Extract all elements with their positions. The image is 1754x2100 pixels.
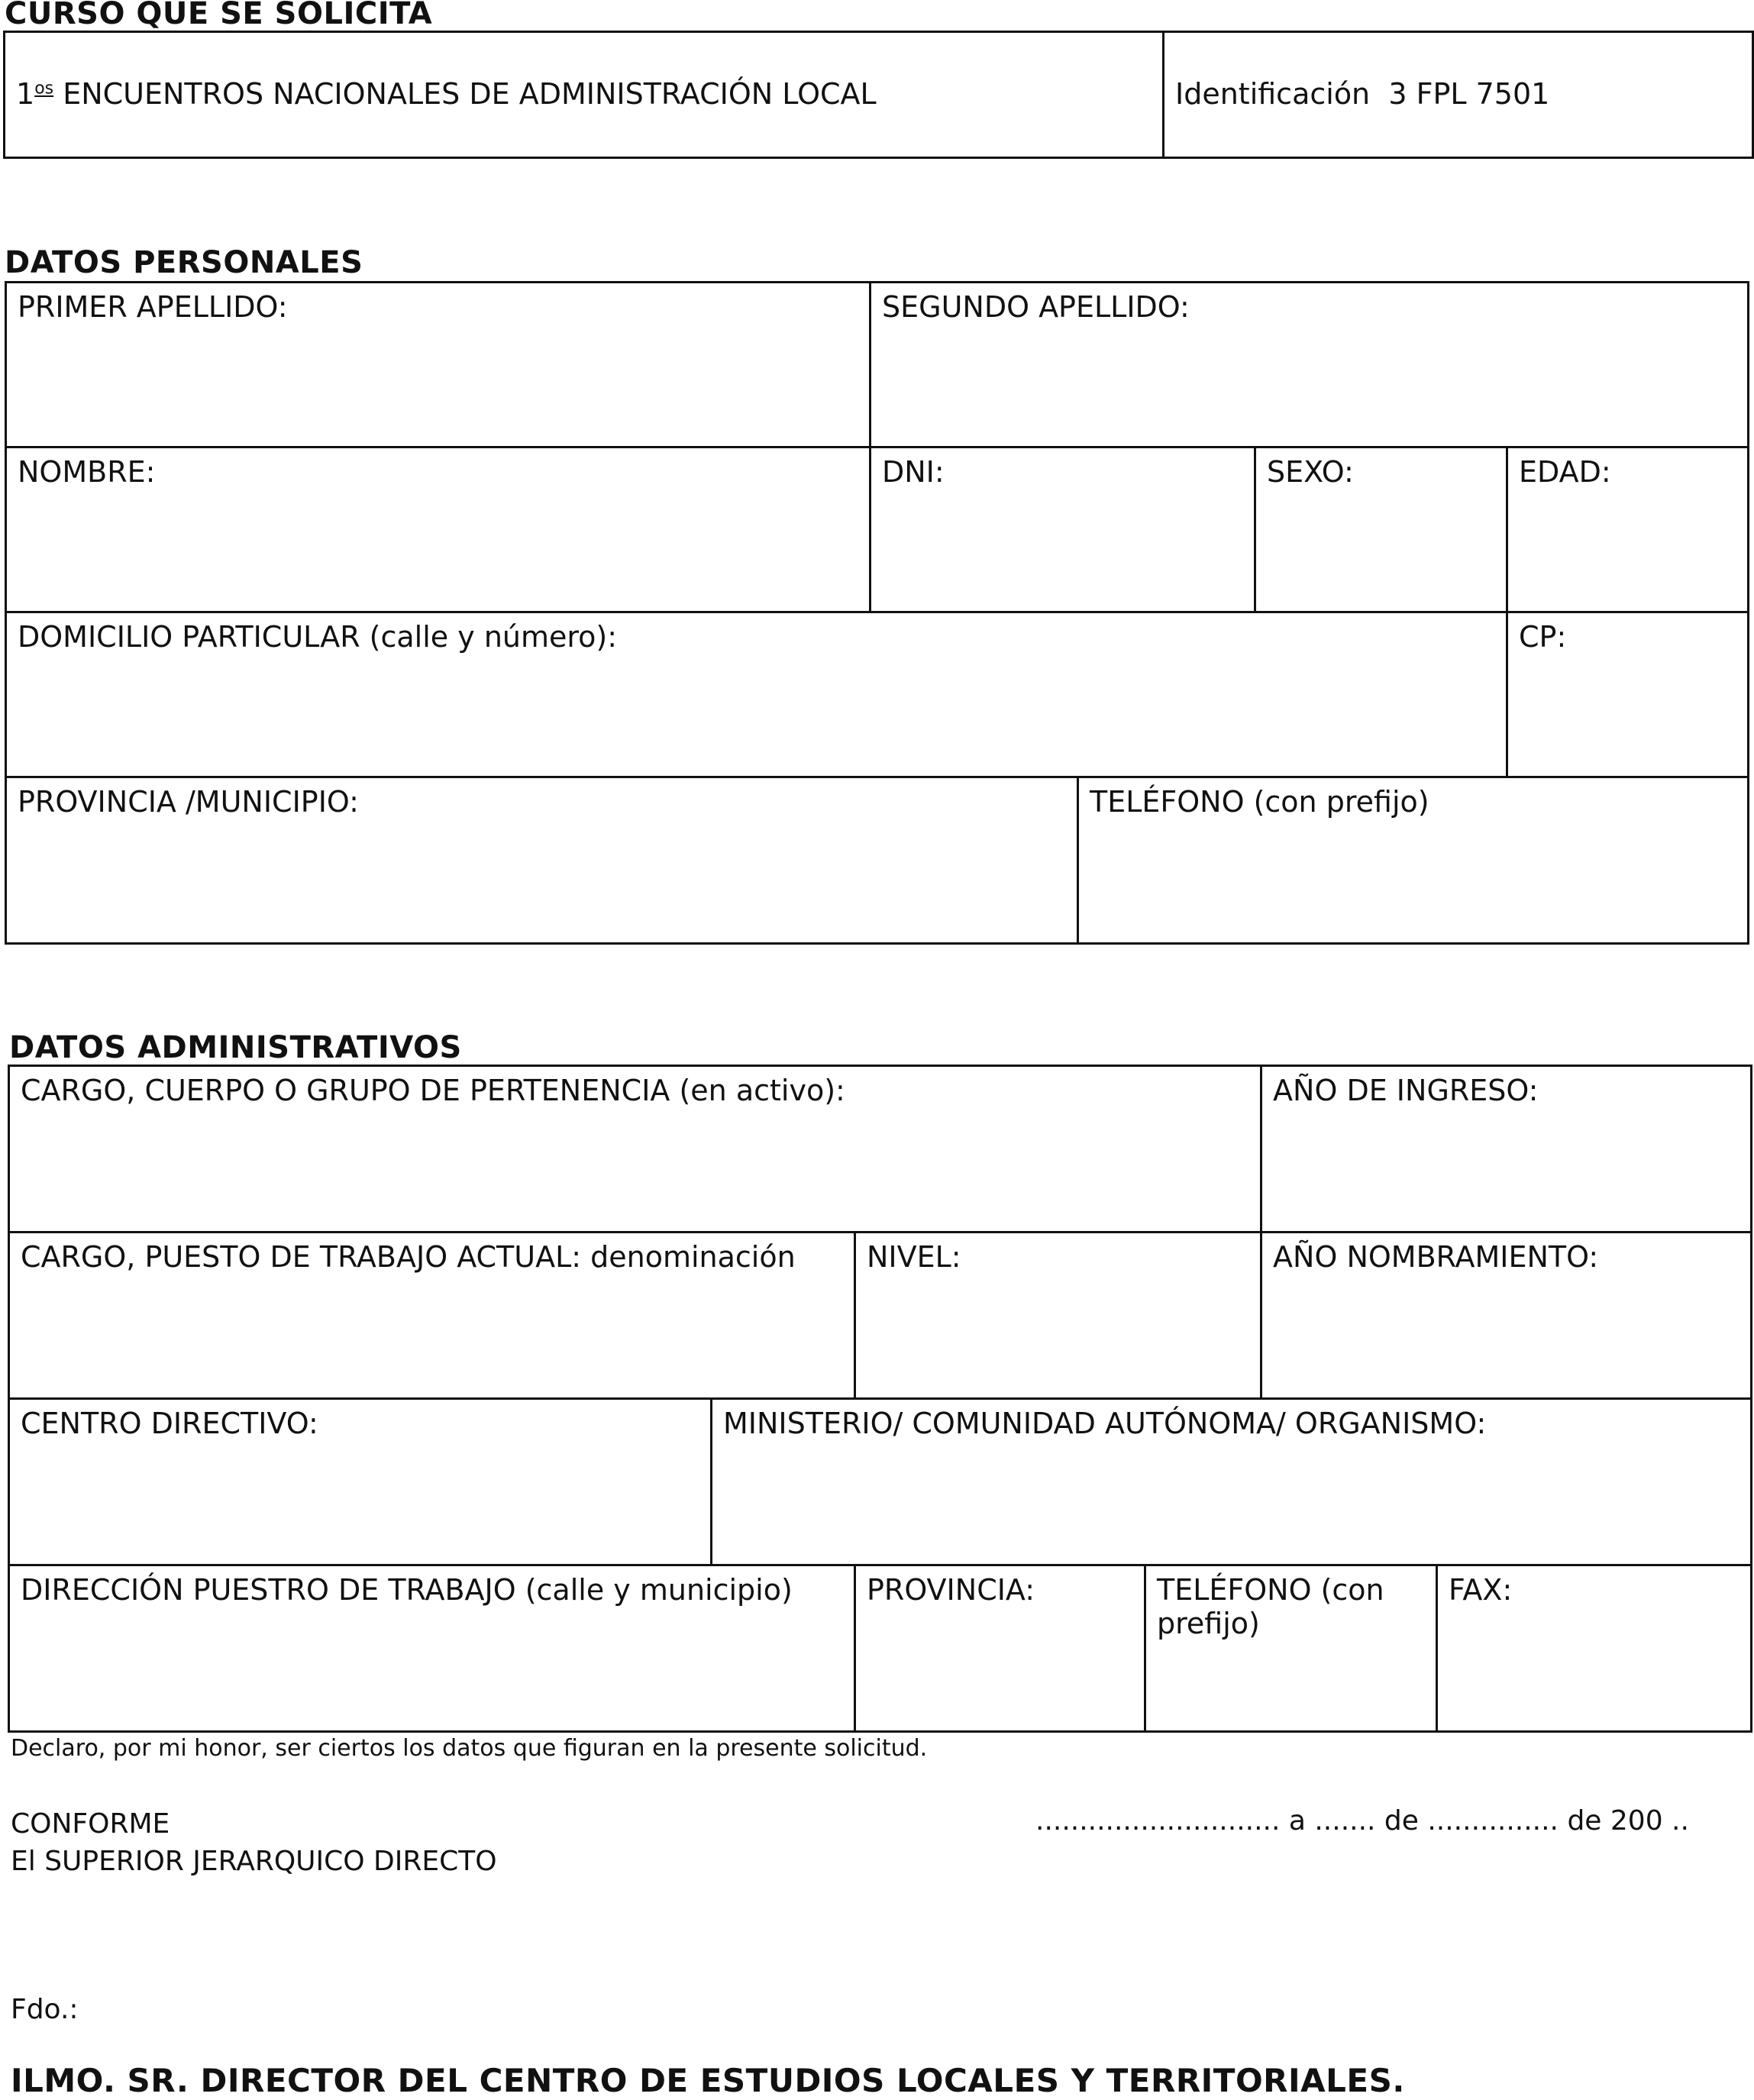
personal-data-table xyxy=(5,281,1749,945)
sexo-label: SEXO: xyxy=(1267,455,1354,489)
domicilio-field[interactable] xyxy=(6,612,1507,777)
course-table xyxy=(3,31,1754,159)
identification-label: Identificación xyxy=(1175,77,1371,111)
cp-field[interactable] xyxy=(1507,612,1749,777)
domicilio-label: DOMICILIO PARTICULAR (calle y número): xyxy=(18,620,618,654)
direccion-puesto-label: DIRECCIÓN PUESTRO DE TRABAJO (calle y municipio) xyxy=(21,1573,793,1607)
nombre-field[interactable] xyxy=(6,447,871,612)
date-line[interactable]: ............................ a ....... de ............... de 200 .. xyxy=(1035,1805,1689,1837)
direccion-puesto-field[interactable] xyxy=(9,1565,855,1732)
anio-nombramiento-label: AÑO NOMBRAMIENTO: xyxy=(1273,1240,1599,1274)
administrative-data-table xyxy=(8,1065,1752,1733)
primer-apellido-field[interactable] xyxy=(6,283,871,447)
signature-label: Fdo.: xyxy=(11,1994,79,2025)
fax-field[interactable] xyxy=(1437,1565,1752,1732)
nivel-label: NIVEL: xyxy=(867,1240,961,1274)
ministerio-label: MINISTERIO/ COMUNIDAD AUTÓNOMA/ ORGANISMO: xyxy=(723,1407,1487,1440)
addressee-title: ILMO. SR. DIRECTOR DEL CENTRO DE ESTUDIOS LOCALES Y TERRITORIALES. xyxy=(11,2062,1405,2099)
segundo-apellido-field[interactable] xyxy=(871,283,1749,447)
nombre-label: NOMBRE: xyxy=(18,455,156,489)
identification-value: 3 FPL 7501 xyxy=(1388,77,1550,111)
declaration-text: Declaro, por mi honor, ser ciertos los datos que figuran en la presente solicitud. xyxy=(11,1735,928,1762)
course-name-cell xyxy=(5,32,1164,158)
course-ordinal-suffix: os xyxy=(34,79,54,99)
section-title-curso: CURSO QUE SE SOLICITA xyxy=(5,0,433,31)
course-identification-cell xyxy=(1164,32,1753,158)
dni-field[interactable] xyxy=(871,447,1255,612)
ministerio-field[interactable] xyxy=(712,1399,1752,1565)
anio-ingreso-label: AÑO DE INGRESO: xyxy=(1273,1074,1539,1107)
section-title-datos-administrativos: DATOS ADMINISTRATIVOS xyxy=(9,1030,462,1065)
anio-nombramiento-field[interactable] xyxy=(1261,1233,1752,1399)
segundo-apellido-label: SEGUNDO APELLIDO: xyxy=(882,290,1190,324)
anio-ingreso-field[interactable] xyxy=(1261,1066,1752,1233)
edad-field[interactable] xyxy=(1507,447,1749,612)
fax-label: FAX: xyxy=(1449,1573,1513,1607)
course-name: ENCUENTROS NACIONALES DE ADMINISTRACIÓN LOCAL xyxy=(63,77,877,111)
superior-text: El SUPERIOR JERARQUICO DIRECTO xyxy=(11,1846,497,1877)
course-ordinal-number: 1 xyxy=(16,77,35,111)
cargo-puesto-field[interactable] xyxy=(9,1233,855,1399)
conforme-text: CONFORME xyxy=(11,1808,170,1840)
primer-apellido-label: PRIMER APELLIDO: xyxy=(18,290,288,324)
cp-label: CP: xyxy=(1519,620,1567,654)
cargo-puesto-label: CARGO, PUESTO DE TRABAJO ACTUAL: denominación xyxy=(21,1240,796,1274)
nivel-field[interactable] xyxy=(855,1233,1261,1399)
provincia-municipio-field[interactable] xyxy=(6,777,1078,944)
cargo-cuerpo-field[interactable] xyxy=(9,1066,1261,1233)
sexo-field[interactable] xyxy=(1255,447,1507,612)
edad-label: EDAD: xyxy=(1519,455,1611,489)
telefono-personal-label: TELÉFONO (con prefijo) xyxy=(1090,785,1429,819)
dni-label: DNI: xyxy=(882,455,945,489)
provincia-municipio-label: PROVINCIA /MUNICIPIO: xyxy=(18,785,359,819)
telefono-personal-field[interactable] xyxy=(1078,777,1749,944)
provincia-label: PROVINCIA: xyxy=(867,1573,1035,1607)
centro-directivo-label: CENTRO DIRECTIVO: xyxy=(21,1407,318,1440)
centro-directivo-field[interactable] xyxy=(9,1399,712,1565)
provincia-field[interactable] xyxy=(855,1565,1145,1732)
telefono-admin-field[interactable] xyxy=(1145,1565,1437,1732)
section-title-datos-personales: DATOS PERSONALES xyxy=(5,245,363,280)
cargo-cuerpo-label: CARGO, CUERPO O GRUPO DE PERTENENCIA (en activo): xyxy=(21,1074,845,1107)
telefono-admin-label: TELÉFONO (con prefijo) xyxy=(1157,1573,1384,1640)
